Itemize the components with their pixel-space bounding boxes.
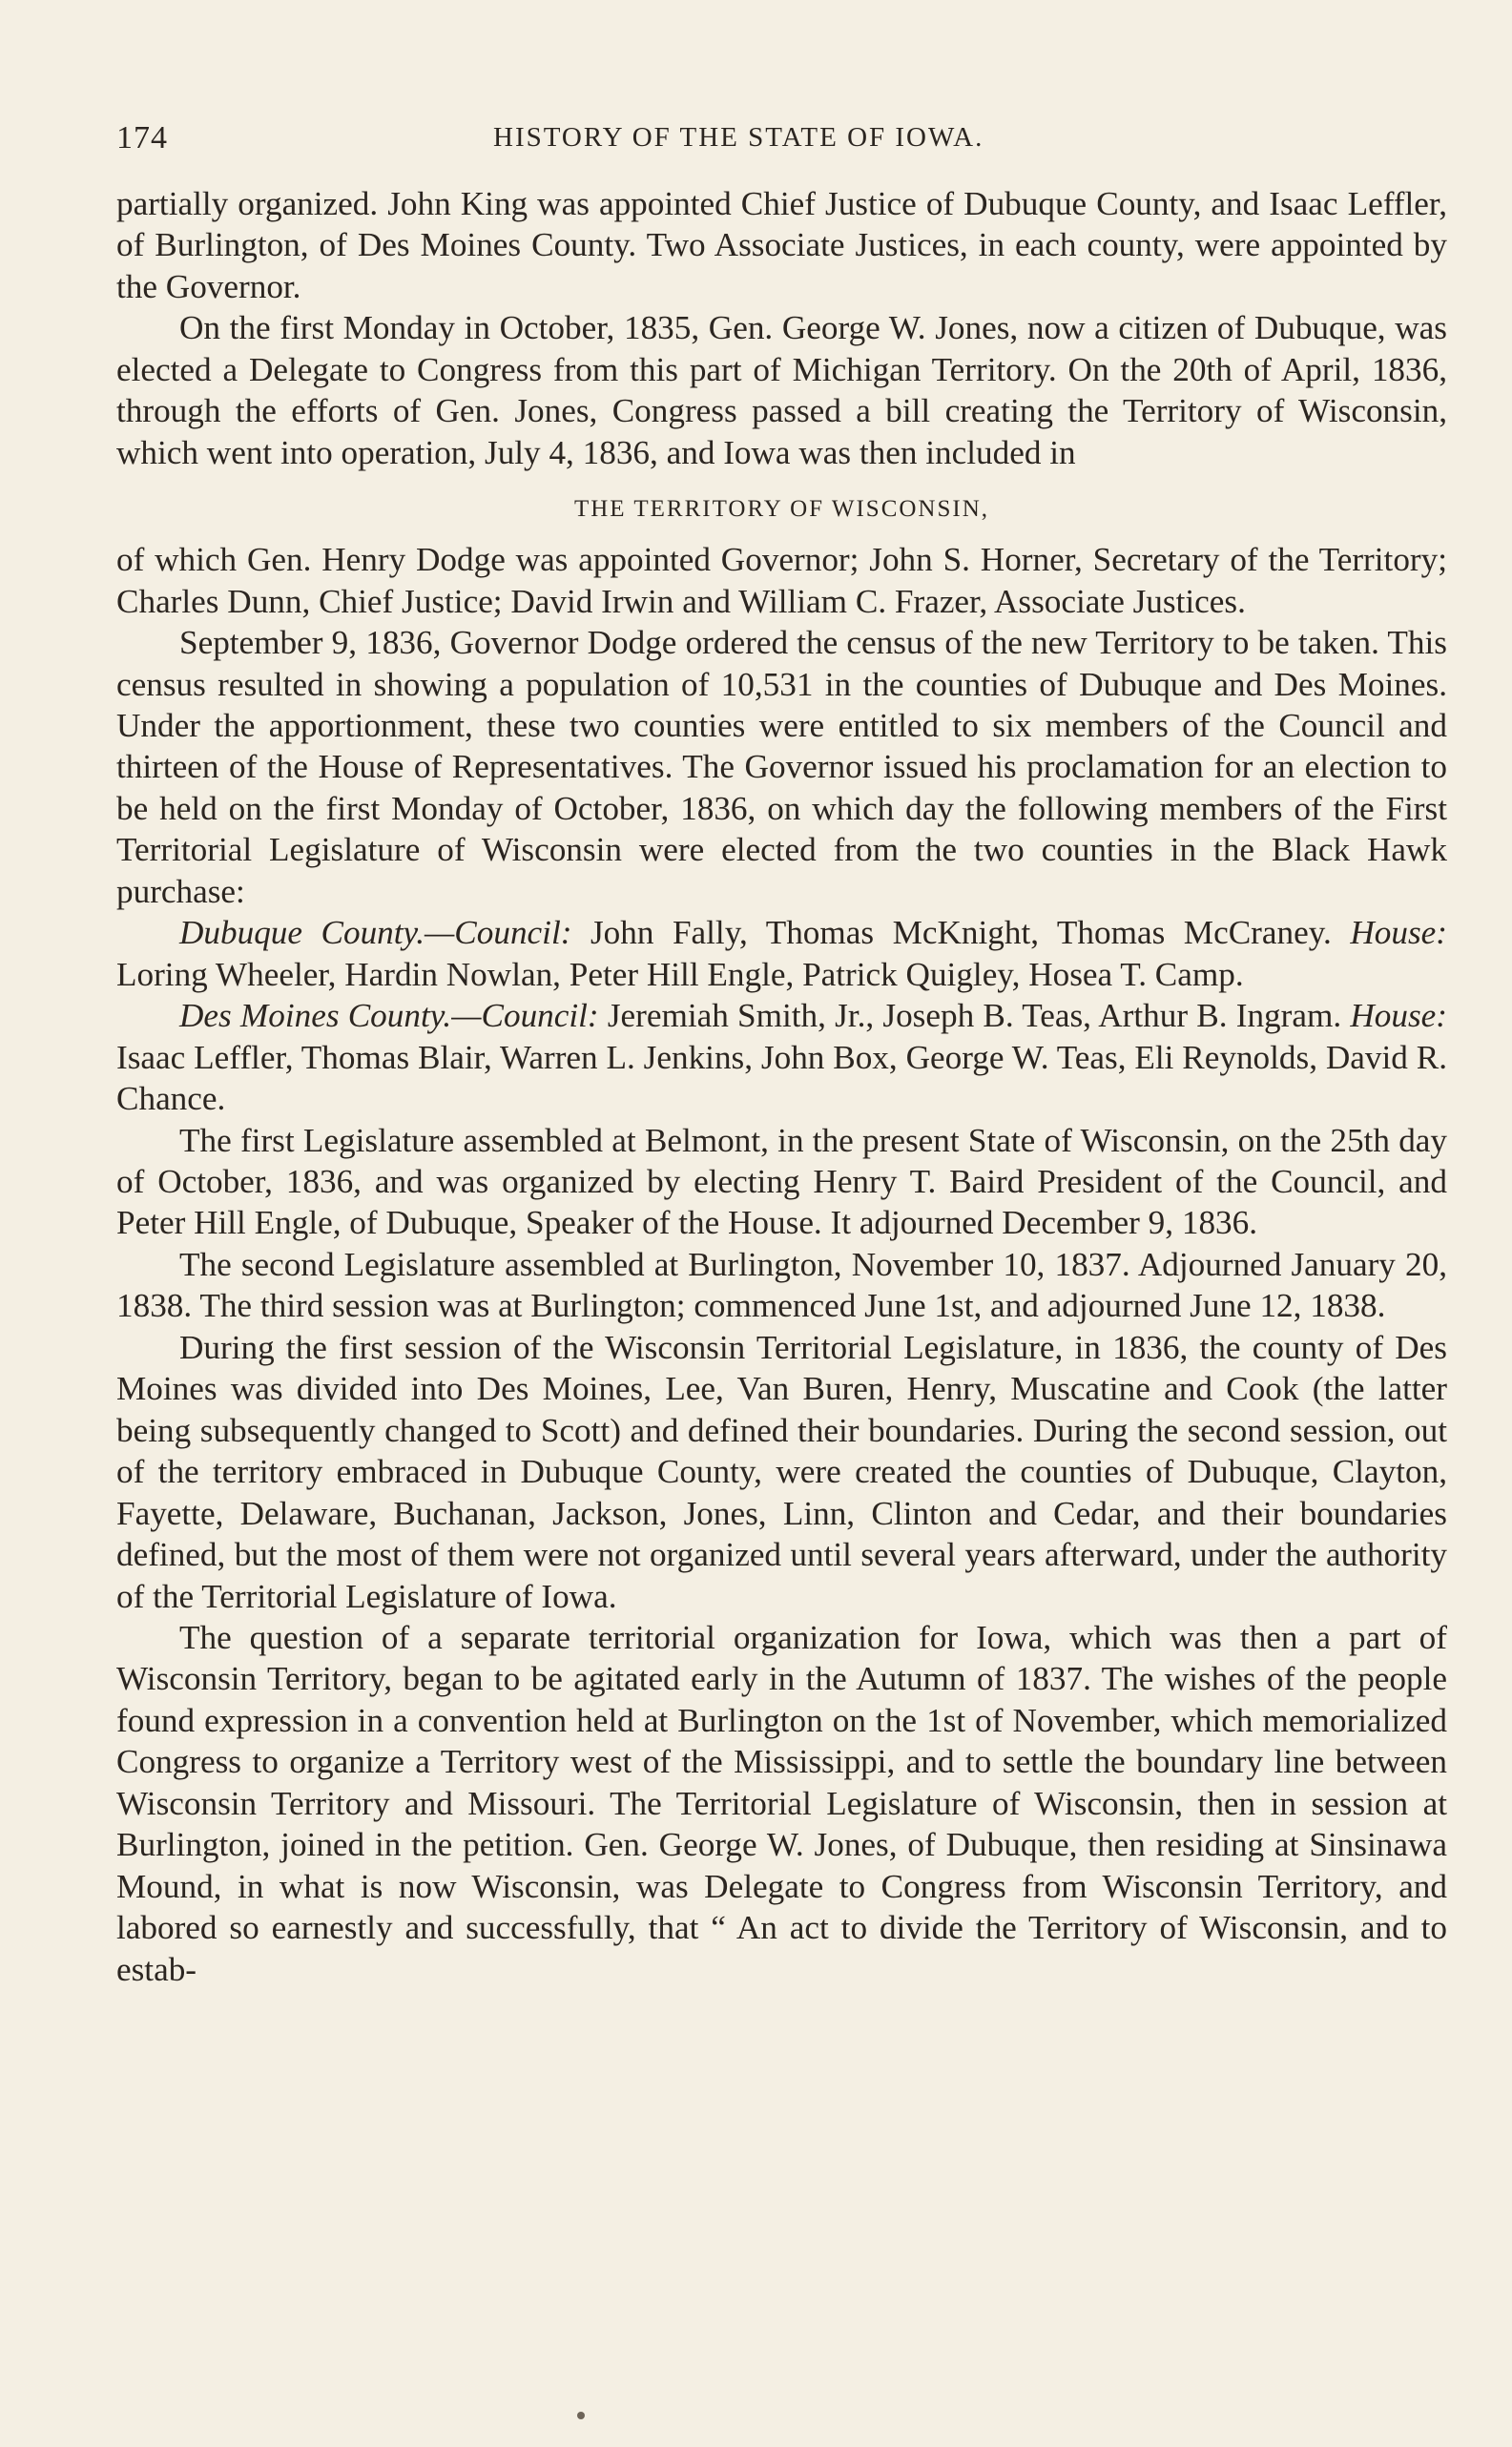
section-heading: THE TERRITORY OF WISCONSIN, — [573, 496, 990, 523]
running-head: HISTORY OF THE STATE OF IOWA. — [493, 122, 984, 153]
page-number: 174 — [116, 120, 168, 156]
paragraph-6: The second Legislature assembled at Burlington, November 10, 1837. Adjourned January 20, 1838. The third session was at Burlington; commenced June 1st, and adjourned June 12, 1838. — [116, 1245, 1447, 1325]
desmoines-county-label: Des Moines County.—Council: — [179, 997, 599, 1035]
body-text — [116, 183, 1447, 1990]
paragraph-8: The question of a separate territorial organization for Iowa, which was then a part of Wisconsin Territory, began to be agitated early in the Autumn of 1837. The wishes of the people found expression in a convention held at Burlington on the 1st of November, which memorialized Congress to organize a Territory west of the Mississippi, and to settle the boundary line between Wisconsin Territory and Missouri. The Territorial Legislature of Wisconsin, then in session at Burlington, joined in the petition. Gen. George W. Jones, of Dubuque, then residing at Sinsinawa Mound, in what is now Wisconsin, was Delegate to Congress from Wisconsin Territory, and labored so earnestly and successfully, that “ An act to divide the Territory of Wisconsin, and to estab- — [116, 1618, 1447, 1988]
dubuque-house-members: Loring Wheeler, Hardin Nowlan, Peter Hill Engle, Patrick Quigley, Hosea T. Camp. — [116, 955, 1244, 993]
dubuque-county-label: Dubuque County.—Council: — [179, 914, 572, 952]
desmoines-house-members: Isaac Leffler, Thomas Blair, Warren L. Jenkins, John Box, George W. Teas, Eli Reynolds, David R. Chance. — [116, 1038, 1447, 1118]
paragraph-7: During the first session of the Wisconsin Territorial Legislature, in 1836, the county of Des Moines was divided into Des Moines, Lee, Van Buren, Henry, Muscatine and Cook (the latter being subsequently changed to Scott) and defined their boundaries. During the second session, out of the territory embraced in Dubuque County, were created the counties of Dubuque, Clayton, Fayette, Delaware, Buchanan, Jackson, Jones, Linn, Clinton and Cedar, and their boundaries defined, but the most of them were not organized until several years afterward, under the authority of the Territorial Legislature of Iowa. — [116, 1328, 1447, 1615]
desmoines-council-members: Jeremiah Smith, Jr., Joseph B. Teas, Arthur B. Ingram. — [598, 997, 1351, 1035]
paragraph-2: On the first Monday in October, 1835, Gen. George W. Jones, now a citizen of Dubuque, was elected a Delegate to Congress from this part of Michigan Territory. On the 20th of April, 1836, through the efforts of Gen. Jones, Congress passed a bill creating the Territory of Wisconsin, which went into operation, July 4, 1836, and Iowa was then included in — [116, 309, 1447, 471]
dubuque-council-members: John Fally, Thomas McKnight, Thomas McCraney. — [571, 914, 1351, 952]
dubuque-house-label: House: — [1350, 914, 1447, 952]
print-mark — [577, 2412, 585, 2419]
paragraph-desmoines-members — [116, 995, 1447, 1119]
paragraph-3: of which Gen. Henry Dodge was appointed Governor; John S. Horner, Secretary of the Territory; Charles Dunn, Chief Justice; David Irwin and William C. Frazer, Associate Justices. — [116, 541, 1447, 620]
desmoines-house-label: House: — [1350, 997, 1447, 1035]
paragraph-5: The first Legislature assembled at Belmont, in the present State of Wisconsin, on the 25th day of October, 1836, and was organized by electing Henry T. Baird President of the Council, and Peter Hill Engle, of Dubuque, Speaker of the House. It adjourned December 9, 1836. — [116, 1121, 1447, 1242]
page-header — [116, 120, 1447, 158]
paragraph-1: partially organized. John King was appointed Chief Justice of Dubuque County, and Isaac Leffler, of Burlington, of Des Moines County. Two Associate Justices, in each county, were appointed by the Governor. — [116, 185, 1447, 305]
paragraph-4: September 9, 1836, Governor Dodge ordered the census of the new Territory to be taken. This census resulted in showing a population of 10,531 in the counties of Dubuque and Des Moines. Under the apportionment, these two counties were entitled to six members of the Council and thirteen of the House of Representatives. The Governor issued his proclamation for an election to be held on the first Monday of October, 1836, on which day the following members of the First Territorial Legislature of Wisconsin were elected from the two counties in the Black Hawk purchase: — [116, 624, 1447, 910]
paragraph-dubuque-members — [116, 912, 1447, 995]
